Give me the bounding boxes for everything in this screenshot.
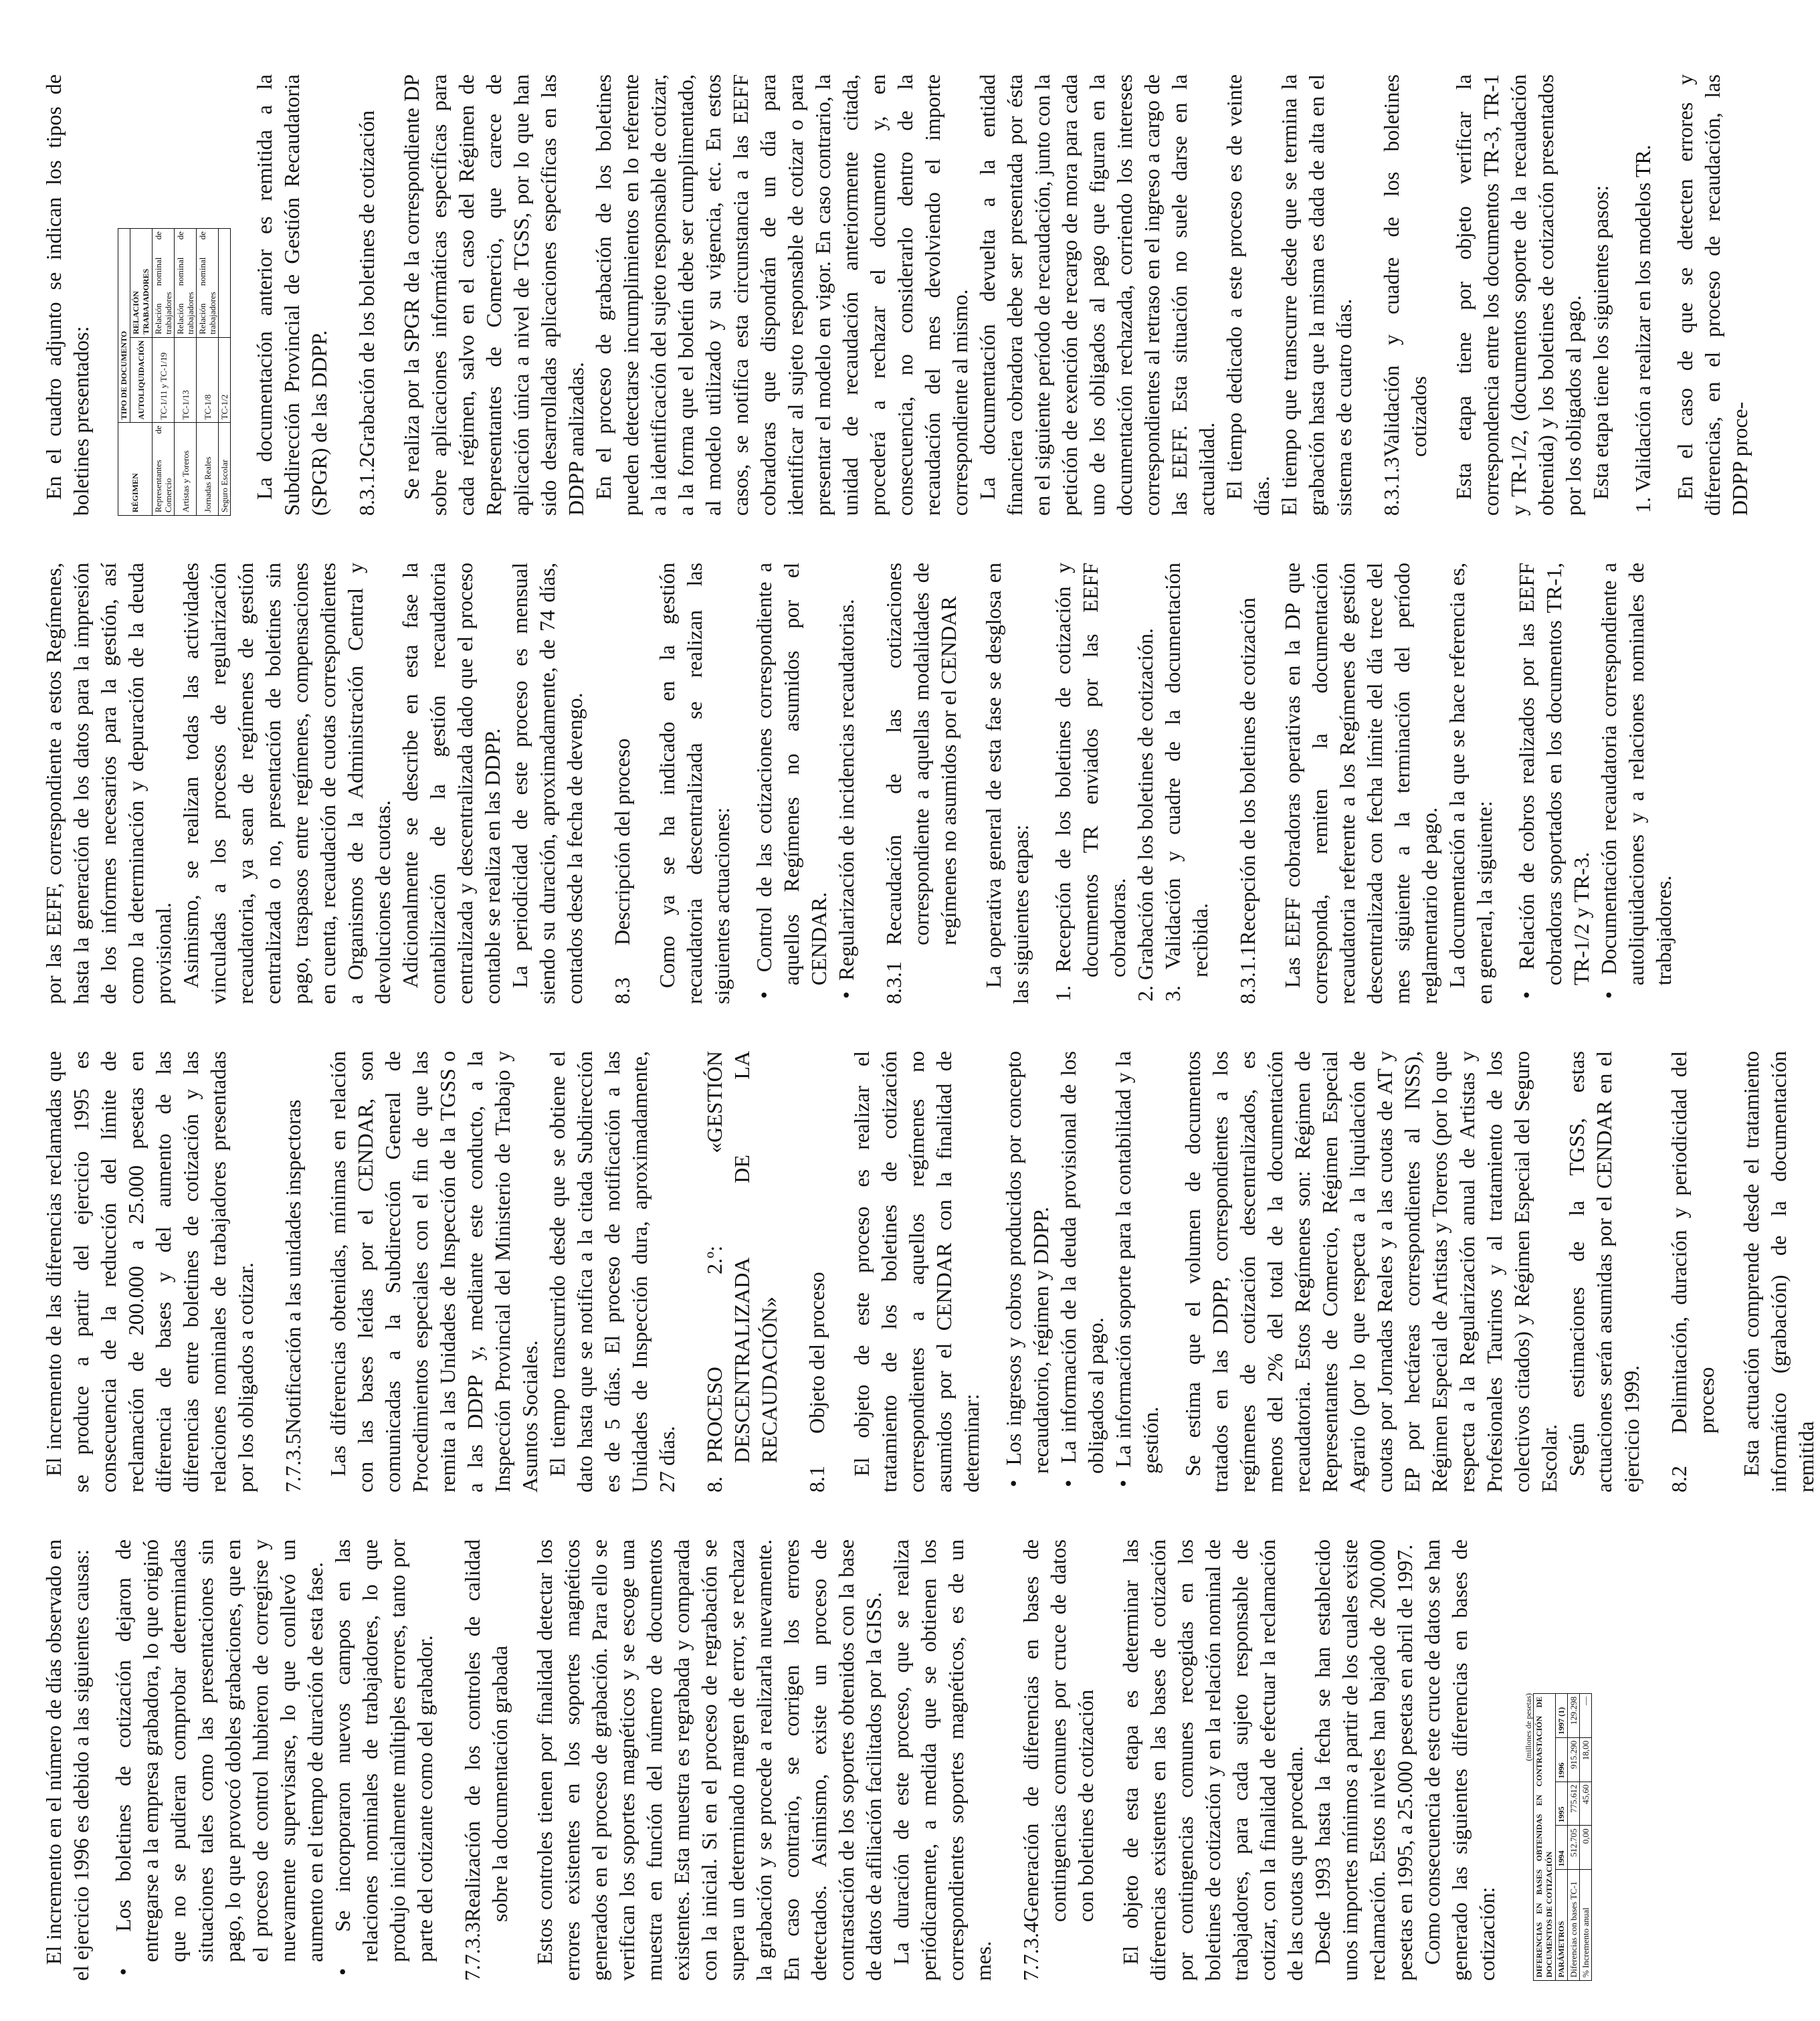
paragraph: Esta etapa tiene por objeto verificar la correspondencia entre los documentos TR-3, TR-1 y TR-1/2, (documentos soporte de la recaudación obtenida) y los boletines de cotización presentados por los obligados al pago. [1451,74,1585,516]
document-types-table-block [118,74,231,516]
paragraph: por las EEFF, correspondiente a estos Regímenes, hasta la generación de los datos para la impresión de los informes necesarios para la gestión, así como la determinación y depuración de la deuda provisional. [41,563,175,1004]
table-title: DIFERENCIAS EN BASES OBTENIDAS EN CONTRASTACIÓN DE DOCUMENTOS DE COTIZACIÓN [1534,1694,1556,1981]
column-4 [40,74,1752,516]
table-header: 1997 (1) [1556,1694,1568,1738]
paragraph: Estos controles tienen por finalidad detectar los errores existentes en los soportes magnéticos generados en el proceso de grabación. Para ello se verifican los soportes magnéticos y se escoge una muestra en función del número de documentos existentes. Esta muestra es regrabada y comparada con la inicial. Si en el proceso de regrabación se supera un determinado margen de error, se rechaza la grabación y se procede a realizarla nuevamente. En caso contrario, se corrigen los errores detectados. Asimismo, existe un proceso de contrastación de los soportes obtenidos con la base de datos de afiliación facilitados por la GISS. [532,1539,886,1981]
section-heading-7-7-3-3: 7.7.3.3 Realización de los controles de calidad sobre la documentación grabada [460,1539,512,1981]
paragraph: Asimismo, se realizan todas las actividades vinculadas a los procesos de regularización recaudatoria, ya sean de regímenes de gestión centralizada o no, presentación de boletines sin pago, traspasos entre regímenes, compensaciones en cuenta, recaudación de cuotas correspondientes a Organismos de la Administración Central y devoluciones de cuotas. [179,563,395,1004]
paragraph: En el cuadro adjunto se indican los tipos de boletines presentados: [41,74,93,516]
table-header: 1996 [1556,1737,1568,1782]
table-cell [219,229,231,338]
table-cell: 0,00 [1580,1826,1592,1870]
table-cell: 512.705 [1568,1826,1580,1870]
section-heading-8-1: 8.1 Objeto del proceso [805,1272,829,1493]
paragraph: La duración de este proceso, que se realiza periódicamente, a medida que se obtienen los correspondientes soportes magnéticos, es de un mes. [889,1539,995,1981]
section-heading-8-3: 8.3 Descripción del proceso [610,738,634,1004]
paragraph: En el caso de que se detecten errores y diferencias, en el proceso de recaudación, las DDPP proce- [1673,74,1752,516]
numbered-item: 1. Recepción de los boletines de cotización y documentos TR enviados por las EEFF cobradoras. [1051,563,1130,1001]
table-cell: Diferencias con bases TC-1 [1568,1870,1580,1981]
table-cell: Jornadas Reales [197,423,219,516]
paragraph: El incremento en el número de días observado en el ejercicio 1996 es debido a las siguientes causas: [41,1539,93,1981]
table-cell: Seguro Escolar [219,423,231,516]
section-heading-8-2: 8.2 Delimitación, duración y periodicidad del proceso [1667,1051,1718,1493]
paragraph: Desde 1993 hasta la fecha se han establecido unos importes mínimos a partir de los cuales existe reclamación. Estos niveles han bajado de 200.000 pesetas en 1995, a 25.000 pesetas en abril de 1997. [1310,1539,1417,1981]
table-header: 1995 [1556,1782,1568,1826]
paragraph: La periodicidad de este proceso es mensual siendo su duración, aproximadamente, de 74 días, contados desde la fecha de devengo. [508,563,587,1004]
table-unit-note: (millones de pesetas) [1524,1693,1533,1761]
table-cell: TC-1/2 [219,337,231,422]
table-header: RÉGIMEN [118,423,153,516]
section-heading-8-3-1-3: 8.3.1.3 Validación y cuadre de los boletines cotizados [1379,74,1431,516]
bullet-item: • Los boletines de cotización dejaron de entregarse a la empresa grabadora, lo que originó que no se pudieran comprobar determinadas situaciones tales como las presentaciones sin pago, lo que provocó dobles grabaciones, que en el proceso de control hubieron de corregirse y nuevamente supervisarse, lo que conllevó un aumento en el tiempo de duración de esta fase. [110,1539,329,1981]
section-heading-8-3-1: 8.3.1 Recaudación de las cotizaciones correspondiente a aquellas modalidades de regímenes no asumidos por el CENDAR [882,563,960,1004]
paragraph: Se estima que el volumen de documentos tratados en las DDPP, correspondientes a los regímenes de cotización descentralizados, es menos del 2% del total de la documentación recaudatoria. Estos Regímenes son: Régimen de Representantes de Comercio, Régimen Especial Agrario (por lo que respecta a la liquidación de cuotas por Jornadas Reales y a las cuotas de AT y EP por hectáreas correspondientes al INSS), Régimen Especial de Artistas y Toreros (por lo que respecta a la Regularización anual de Artistas y Profesionales Taurinos y al tratamiento de los colectivos citados) y Régimen Especial del Seguro Escolar. [1181,1051,1561,1493]
bullet-item: • Control de las cotizaciones correspondiente a aquellos Regímenes no asumidos por el CENDAR. [750,563,833,1004]
table-header: AUTOLIQUIDACIÓN [130,337,153,422]
table-cell: 129.298 [1568,1694,1580,1738]
paragraph: Adicionalmente se describe en esta fase la contabilización de la gestión recaudatoria centralizada y descentralizada dado que el proceso contable se realiza en las DDPP. [398,563,504,1004]
section-heading-8-3-1-1: 8.3.1.1 Recepción de los boletines de cotización [1235,597,1259,1004]
table-header: RELACIÓN TRABAJADORES [130,229,153,338]
paragraph: El tiempo que transcurre desde que se termina la grabación hasta que la misma es dada de alta en el sistema es de cuatro días. [1277,74,1356,516]
paragraph: Como consecuencia de este cruce de datos se han generado las siguientes diferencias en bases de cotización: [1420,1539,1499,1981]
differences-table [1533,1693,1592,1981]
table-row [153,229,175,516]
table-row [1568,1694,1580,1981]
paragraph: La documentación devuelta a la entidad financiera cobradora debe ser presentada por ésta en el siguiente período de recaudación, junto con la petición de exención de recargo de mora para cada uno de los obligados al pago que figuran en la documentación rechazada, corriendo los intereses correspondientes al retraso en el ingreso a cargo de las EEFF. Esta situación no suele darse en la actualidad. [975,74,1219,516]
bullet-item: • Regularización de incidencias recaudatorias. [833,563,860,1004]
table-cell: % Incremento anual [1580,1870,1592,1981]
section-heading-7-7-3-4: 7.7.3.4 Generación de diferencias en bases de contingencias comunes por cruce de datos con boletines de cotización [1019,1539,1098,1981]
table-cell: Relación nominal de trabajadores [197,229,219,338]
column-2 [40,1050,1818,1493]
table-cell: TC-1/13 [175,337,197,422]
bullet-item: • La información soporte para la contabilidad y la gestión. [1110,1051,1165,1493]
table-cell: TC-1/11 y TC-1/19 [153,337,175,422]
paragraph: El tiempo transcurrido desde que se obtiene el dato hasta que se notifica a la citada Subdirección es de 5 días. El proceso de notificación a las Unidades de Inspección dura, aproximadamente, 27 días. [545,1051,679,1493]
table-row [219,229,231,516]
paragraph: La documentación anterior es remitida a la Subdirección Provincial de Gestión Recaudatoria (SPGR) de las DDPP. [252,74,331,516]
paragraph: Las EEFF cobradoras operativas en la DP que corresponda, remiten la documentación recaudatoria referente a los Regímenes de gestión descentralizada con fecha límite del día trece del mes siguiente a la terminación del período reglamentario de pago. [1280,563,1441,1004]
table-cell: 18,00 [1580,1737,1592,1782]
table-cell: 775.612 [1568,1782,1580,1826]
numbered-item: 2. Grabación de los boletines de cotización. [1133,628,1157,1001]
paragraph: Se realiza por la SPGR de la correspondiente DP sobre aplicaciones informáticas específicas para cada régimen, salvo en el caso del Régimen de Representantes de Comercio, que carece de aplicación única a nivel de TGSS, por lo que han sido desarrolladas aplicaciones específicas en las DDPP analizadas. [399,74,588,516]
paragraph: Las diferencias obtenidas, mínimas en relación con las bases leídas por el CENDAR, son comunicadas a la Subdirección General de Procedimientos especiales con el fin de que las remita a las Unidades de Inspección de la TGSS o a las DDPP y, mediante este conducto, a la Inspección Provincial del Ministerio de Trabajo y Asuntos Sociales. [326,1051,542,1493]
table-header: 1994 [1556,1826,1568,1870]
differences-table-block [1524,1539,1592,1981]
section-heading-7-7-3-5: 7.7.3.5 Notificación a las unidades inspectoras [281,1099,305,1493]
paragraph: Como ya se ha indicado en la gestión recaudatoria descentralizada se realizan las siguientes actuaciones: [655,563,734,1004]
table-row [197,229,219,516]
paragraph: El incremento de las diferencias reclamadas que se produce a partir del ejercicio 1995 es consecuencia de la reducción del límite de reclamación de 200.000 a 25.000 pesetas en diferencia de bases y del aumento de las diferencias entre boletines de cotización y las relaciones nominales de trabajadores presentadas por los obligados a cotizar. [41,1051,258,1493]
paragraph: El objeto de este proceso es realizar el tratamiento de los boletines de cotización correspondientes a aquellos regímenes no asumidos por el CENDAR con la finalidad de determinar: [849,1051,983,1493]
table-cell: 45,60 [1580,1782,1592,1826]
bullet-item: • Relación de cobros realizados por las EEFF cobradoras soportados en los documentos TR-1, TR-1/2 y TR-3. [1513,563,1595,1004]
paragraph: El tiempo dedicado a este proceso es de veinte días. [1222,74,1274,516]
bullet-item: • Los ingresos y cobros producidos por concepto recaudatorio, régimen y DDPP. [1000,1051,1055,1493]
paragraph: La documentación a la que se hace referencia es, en general, la siguiente: [1445,563,1496,1004]
paragraph: Esta etapa tiene los siguientes pasos: [1589,185,1613,500]
numbered-item: 3. Validación y cuadre de la documentación recibida. [1160,563,1212,1001]
paragraph: El objeto de esta etapa es determinar las diferencias existentes en las bases de cotización por contingencias comunes recogidas en los boletines de cotización y en la relación nominal de trabajadores, para cada sujeto responsable de cotizar, con la finalidad de efectuar la reclamación de las cuotas que procedan. [1118,1539,1307,1981]
bullet-item: • La información de la deuda provisional de los obligados al pago. [1055,1051,1110,1493]
table-row [175,229,197,516]
chapter-heading-8: 8. PROCESO 2.º: «GESTIÓN DESCENTRALIZADA DE LA RECAUDACIÓN» [702,1051,781,1493]
paragraph: En el proceso de grabación de los boletines pueden detectarse incumplimientos en lo referente a la identificación del sujeto responsable de cotizar, a la forma que el boletín debe ser cumplimentado, al modelo utilizado y su vigencia, etc. En estos casos, se notifica esta circunstancia a las EEFF cobradoras que dispondrán de un día para identificar al sujeto responsable de cotizar o para presentar el modelo en vigor. En caso contrario, la unidad de recaudación anteriormente citada, procederá a rechazar el documento y, en consecuencia, no considerarlo dentro de la recaudación del mes devolviendo el importe correspondiente al mismo. [591,74,972,516]
table-cell: Relación nominal de trabajadores [153,229,175,338]
table-cell: Relación nominal de trabajadores [175,229,197,338]
table-header: TIPO DE DOCUMENTO [118,229,130,423]
table-row [1580,1694,1592,1981]
bullet-item: • Documentación recaudatoria correspondiente a autoliquidaciones y a relaciones nominales de trabajadores. [1595,563,1678,1004]
document-types-table [118,228,231,516]
table-cell: TC-1/8 [197,337,219,422]
column-1 [40,1539,1591,1981]
numbered-item: 1. Validación a realizar en los modelos TR. [1631,145,1655,513]
paragraph: Según estimaciones de la TGSS, estas actuaciones serán asumidas por el CENDAR en el ejercicio 1999. [1564,1051,1643,1493]
section-heading-8-3-1-2: 8.3.1.2 Grabación de los boletines de cotización [355,110,379,516]
table-cell: Representantes de Comercio [153,423,175,516]
paragraph: La operativa general de esta fase se desglosa en las siguientes etapas: [981,563,1033,1004]
column-3 [40,562,1676,1004]
table-header: PARÁMETROS [1556,1870,1568,1981]
table-cell: Artistas y Toreros [175,423,197,516]
paragraph: Esta actuación comprende desde el tratamiento informático (grabación) de la documentación remitida [1739,1051,1818,1493]
bullet-item: • Se incorporaron nuevos campos en las relaciones nominales de trabajadores, lo que produjo inicialmente múltiples errores, tanto por parte del cotizante como del grabador. [329,1539,439,1981]
table-cell: 915.290 [1568,1737,1580,1782]
table-cell: — [1580,1694,1592,1738]
